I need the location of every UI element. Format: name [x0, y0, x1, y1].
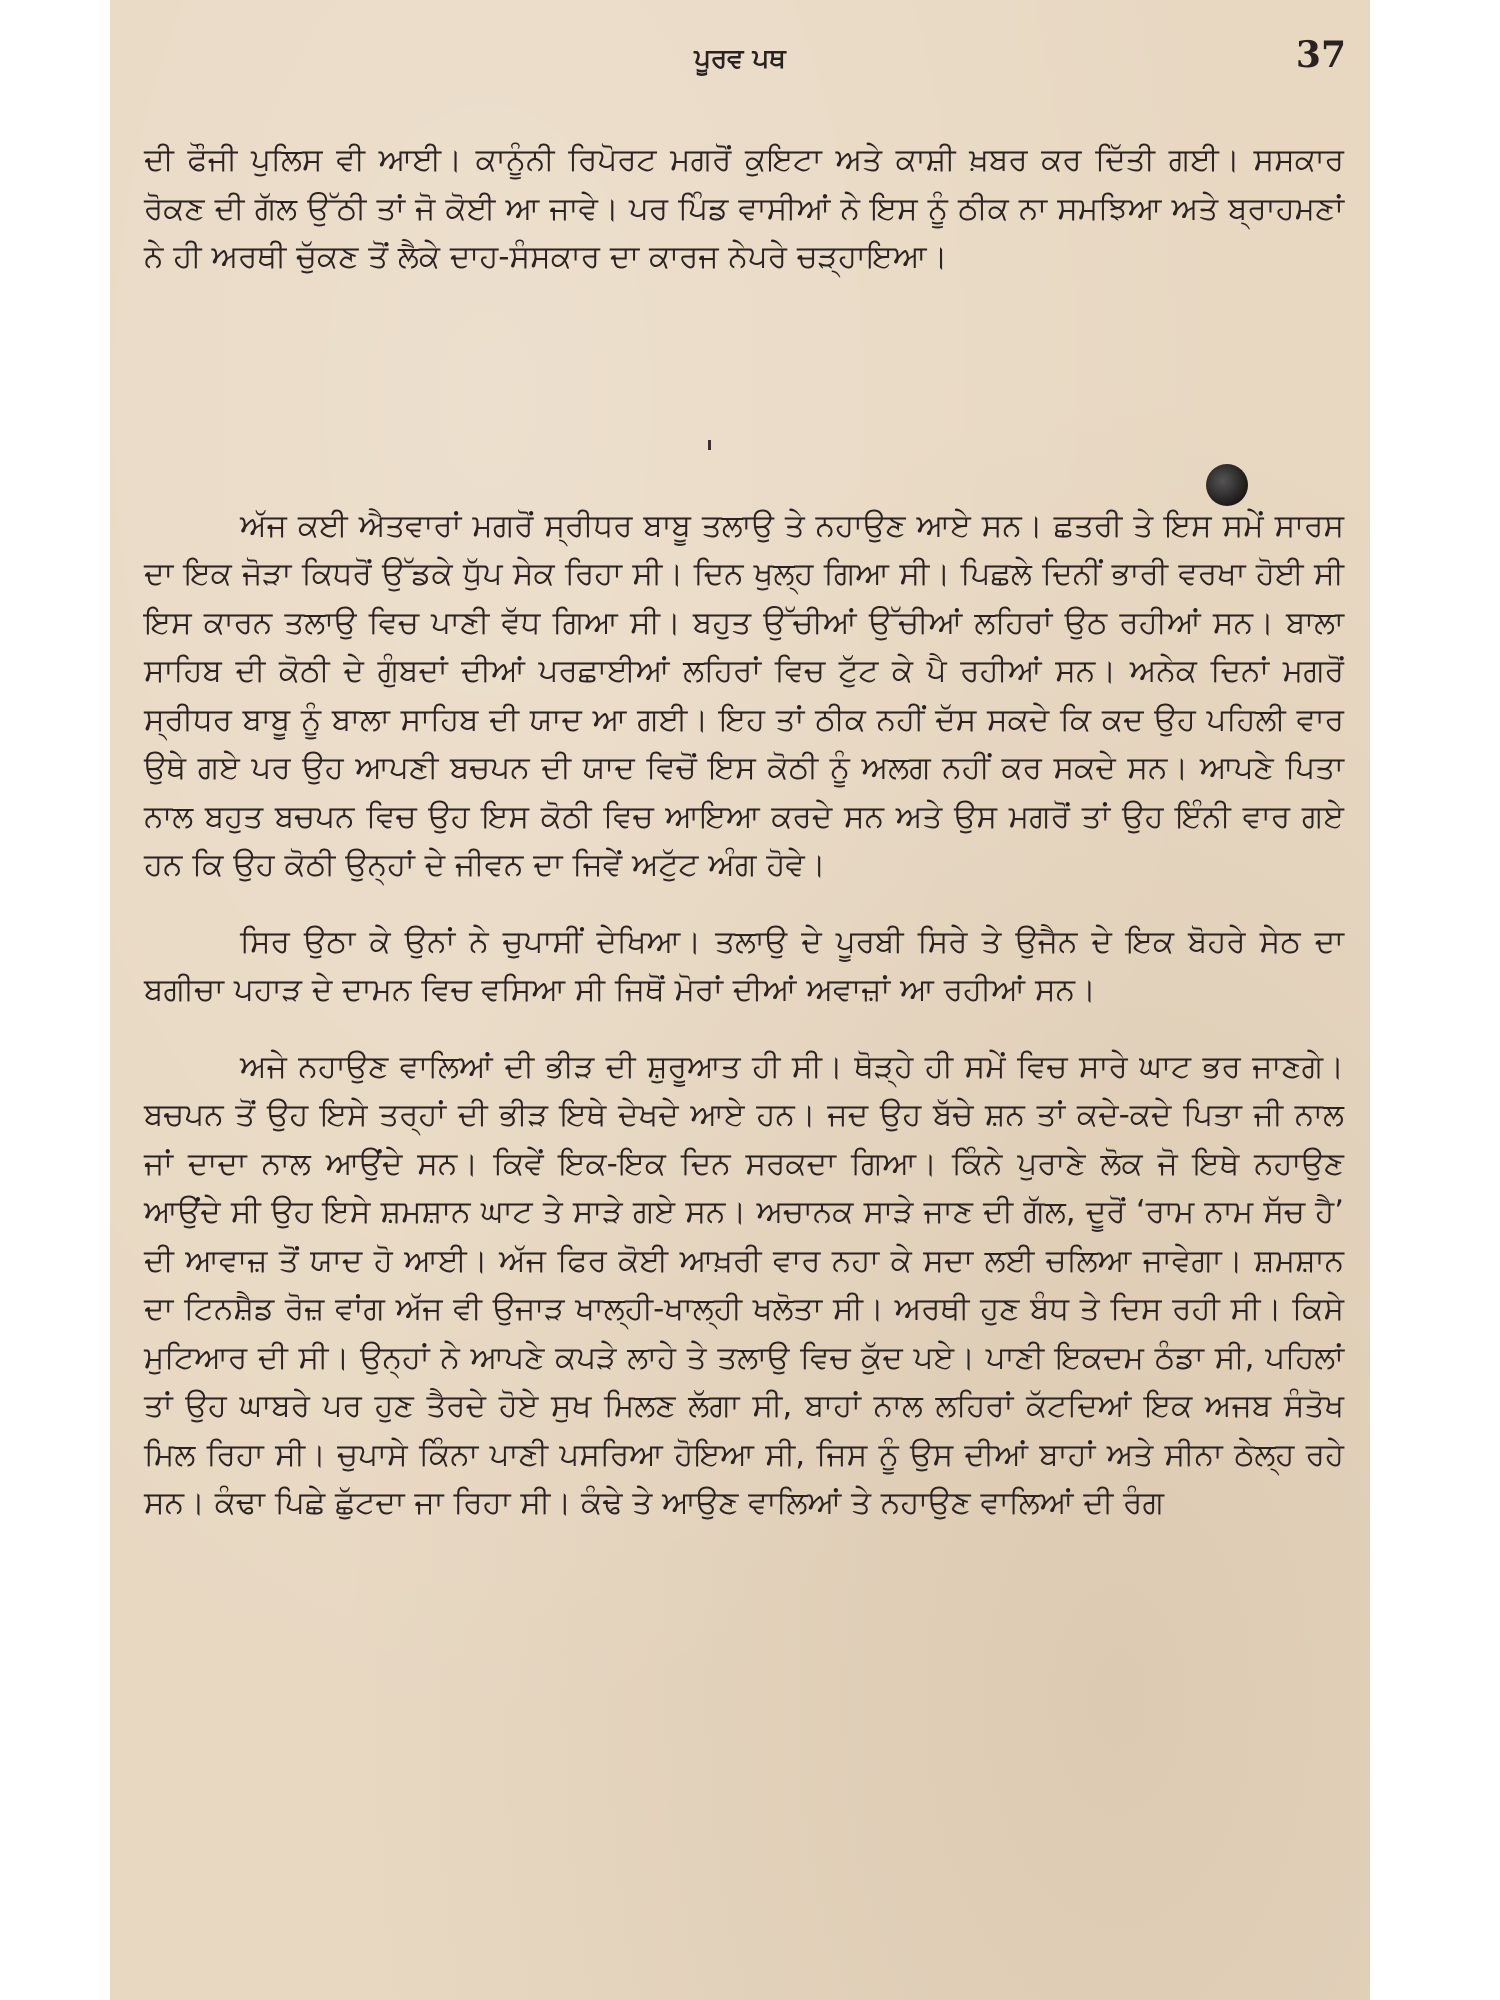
- page-number: 37: [1295, 34, 1346, 76]
- scan-margin: [1370, 0, 1500, 2000]
- paragraph: ਅੱਜ ਕਈ ਐਤਵਾਰਾਂ ਮਗਰੋਂ ਸ੍ਰੀਧਰ ਬਾਬੂ ਤਲਾਉ ਤੇ ਨਹਾਉਣ ਆਏ ਸਨ। ਛਤਰੀ ਤੇ ਇਸ ਸਮੇਂ ਸਾਰਸ ਦਾ ਇਕ ਜੋੜਾ ਕਿਧਰੋਂ ਉੱਡਕੇ ਧੁੱਪ ਸੇਕ ਰਿਹਾ ਸੀ। ਦਿਨ ਖੁਲ੍ਹ ਗਿਆ ਸੀ। ਪਿਛਲੇ ਦਿਨੀਂ ਭਾਰੀ ਵਰਖਾ ਹੋਈ ਸੀ ਇਸ ਕਾਰਨ ਤਲਾਉ ਵਿਚ ਪਾਣੀ ਵੱਧ ਗਿਆ ਸੀ। ਬਹੁਤ ਉੱਚੀਆਂ ਉੱਚੀਆਂ ਲਹਿਰਾਂ ਉਠ ਰਹੀਆਂ ਸਨ। ਬਾਲਾ ਸਾਹਿਬ ਦੀ ਕੋਠੀ ਦੇ ਗੁੰਬਦਾਂ ਦੀਆਂ ਪਰਛਾਈਆਂ ਲਹਿਰਾਂ ਵਿਚ ਟੁੱਟ ਕੇ ਪੈ ਰਹੀਆਂ ਸਨ। ਅਨੇਕ ਦਿਨਾਂ ਮਗਰੋਂ ਸ੍ਰੀਧਰ ਬਾਬੂ ਨੂੰ ਬਾਲਾ ਸਾਹਿਬ ਦੀ ਯਾਦ ਆ ਗਈ। ਇਹ ਤਾਂ ਠੀਕ ਨਹੀਂ ਦੱਸ ਸਕਦੇ ਕਿ ਕਦ ਉਹ ਪਹਿਲੀ ਵਾਰ ਉਥੇ ਗਏ ਪਰ ਉਹ ਆਪਣੀ ਬਚਪਨ ਦੀ ਯਾਦ ਵਿਚੋਂ ਇਸ ਕੋਠੀ ਨੂੰ ਅਲਗ ਨਹੀਂ ਕਰ ਸਕਦੇ ਸਨ। ਆਪਣੇ ਪਿਤਾ ਨਾਲ ਬਹੁਤ ਬਚਪਨ ਵਿਚ ਉਹ ਇਸ ਕੋਠੀ ਵਿਚ ਆਇਆ ਕਰਦੇ ਸਨ ਅਤੇ ਉਸ ਮਗਰੋਂ ਤਾਂ ਉਹ ਇੰਨੀ ਵਾਰ ਗਏ ਹਨ ਕਿ ਉਹ ਕੋਠੀ ਉਨ੍ਹਾਂ ਦੇ ਜੀਵਨ ਦਾ ਜਿਵੇਂ ਅਟੁੱਟ ਅੰਗ ਹੋਵੇ।: [144, 507, 1344, 883]
- paragraph: ਅਜੇ ਨਹਾਉਣ ਵਾਲਿਆਂ ਦੀ ਭੀੜ ਦੀ ਸ਼ੁਰੂਆਤ ਹੀ ਸੀ। ਥੋੜ੍ਹੇ ਹੀ ਸਮੇਂ ਵਿਚ ਸਾਰੇ ਘਾਟ ਭਰ ਜਾਣਗੇ। ਬਚਪਨ ਤੋਂ ਉਹ ਇਸੇ ਤਰ੍ਹਾਂ ਦੀ ਭੀੜ ਇਥੇ ਦੇਖਦੇ ਆਏ ਹਨ। ਜਦ ਉਹ ਬੱਚੇ ਸ਼ਨ ਤਾਂ ਕਦੇ-ਕਦੇ ਪਿਤਾ ਜੀ ਨਾਲ ਜਾਂ ਦਾਦਾ ਨਾਲ ਆਉਂਦੇ ਸਨ। ਕਿਵੇਂ ਇਕ-ਇਕ ਦਿਨ ਸਰਕਦਾ ਗਿਆ। ਕਿੰਨੇ ਪੁਰਾਣੇ ਲੋਕ ਜੋ ਇਥੇ ਨਹਾਉਣ ਆਉਂਦੇ ਸੀ ਉਹ ਇਸੇ ਸ਼ਮਸ਼ਾਨ ਘਾਟ ਤੇ ਸਾੜੇ ਗਏ ਸਨ। ਅਚਾਨਕ ਸਾੜੇ ਜਾਣ ਦੀ ਗੱਲ, ਦੂਰੋਂ ‘ਰਾਮ ਨਾਮ ਸੱਚ ਹੈ’ ਦੀ ਆਵਾਜ਼ ਤੋਂ ਯਾਦ ਹੋ ਆਈ। ਅੱਜ ਫਿਰ ਕੋਈ ਆਖ਼ਰੀ ਵਾਰ ਨਹਾ ਕੇ ਸਦਾ ਲਈ ਚਲਿਆ ਜਾਵੇਗਾ। ਸ਼ਮਸ਼ਾਨ ਦਾ ਟਿਨਸ਼ੈਡ ਰੋਜ਼ ਵਾਂਗ ਅੱਜ ਵੀ ਉਜਾੜ ਖਾਲ੍ਹੀ-ਖਾਲ੍ਹੀ ਖਲੋਤਾ ਸੀ। ਅਰਥੀ ਹੁਣ ਬੰਧ ਤੇ ਦਿਸ ਰਹੀ ਸੀ। ਕਿਸੇ ਮੁਟਿਆਰ ਦੀ ਸੀ। ਉਨ੍ਹਾਂ ਨੇ ਆਪਣੇ ਕਪੜੇ ਲਾਹੇ ਤੇ ਤਲਾਉ ਵਿਚ ਕੁੱਦ ਪਏ। ਪਾਣੀ ਇਕਦਮ ਠੰਡਾ ਸੀ, ਪਹਿਲਾਂ ਤਾਂ ਉਹ ਘਾਬਰੇ ਪਰ ਹੁਣ ਤੈਰਦੇ ਹੋਏ ਸੁਖ ਮਿਲਣ ਲੱਗਾ ਸੀ, ਬਾਹਾਂ ਨਾਲ ਲਹਿਰਾਂ ਕੱਟਦਿਆਂ ਇਕ ਅਜਬ ਸੰਤੋਖ ਮਿਲ ਰਿਹਾ ਸੀ। ਚੁਪਾਸੇ ਕਿੰਨਾ ਪਾਣੀ ਪਸਰਿਆ ਹੋਇਆ ਸੀ, ਜਿਸ ਨੂੰ ਉਸ ਦੀਆਂ ਬਾਹਾਂ ਅਤੇ ਸੀਨਾ ਠੇਲ੍ਹ ਰਹੇ ਸਨ। ਕੰਢਾ ਪਿਛੇ ਛੁੱਟਦਾ ਜਾ ਰਿਹਾ ਸੀ। ਕੰਢੇ ਤੇ ਆਉਣ ਵਾਲਿਆਂ ਤੇ ਨਹਾਉਣ ਵਾਲਿਆਂ ਦੀ ਰੰਗ: [144, 1048, 1344, 1521]
- page-body: [144, 136, 1344, 1528]
- book-page: [110, 0, 1370, 2000]
- paragraph-gap: [144, 890, 1344, 918]
- running-title: ਪੂਰਵ ਪਥ: [694, 44, 786, 74]
- paragraph: ਸਿਰ ਉਠਾ ਕੇ ਉਨਾਂ ਨੇ ਚੁਪਾਸੀਂ ਦੇਖਿਆ। ਤਲਾਉ ਦੇ ਪੂਰਬੀ ਸਿਰੇ ਤੇ ਉਜੈਨ ਦੇ ਇਕ ਬੋਹਰੇ ਸੇਠ ਦਾ ਬਗੀਚਾ ਪਹਾੜ ਦੇ ਦਾਮਨ ਵਿਚ ਵਸਿਆ ਸੀ ਜਿਥੋਂ ਮੋਰਾਂ ਦੀਆਂ ਅਵਾਜ਼ਾਂ ਆ ਰਹੀਆਂ ਸਨ।: [144, 923, 1344, 1008]
- paragraph: ਦੀ ਫੌਜੀ ਪੁਲਿਸ ਵੀ ਆਈ। ਕਾਨੂੰਨੀ ਰਿਪੋਰਟ ਮਗਰੋਂ ਕੁਇਟਾ ਅਤੇ ਕਾਸ਼ੀ ਖ਼ਬਰ ਕਰ ਦਿੱਤੀ ਗਈ। ਸਸਕਾਰ ਰੋਕਣ ਦੀ ਗੱਲ ਉੱਠੀ ਤਾਂ ਜੋ ਕੋਈ ਆ ਜਾਵੇ। ਪਰ ਪਿੰਡ ਵਾਸੀਆਂ ਨੇ ਇਸ ਨੂੰ ਠੀਕ ਨਾ ਸਮਝਿਆ ਅਤੇ ਬ੍ਰਾਹਮਣਾਂ ਨੇ ਹੀ ਅਰਥੀ ਚੁੱਕਣ ਤੋਂ ਲੈਕੇ ਦਾਹ-ਸੰਸਕਾਰ ਦਾ ਕਾਰਜ ਨੇਪਰੇ ਚੜ੍ਹਾਇਆ।: [144, 142, 1344, 275]
- section-break: [144, 282, 1344, 502]
- paragraph-gap: [144, 1015, 1344, 1043]
